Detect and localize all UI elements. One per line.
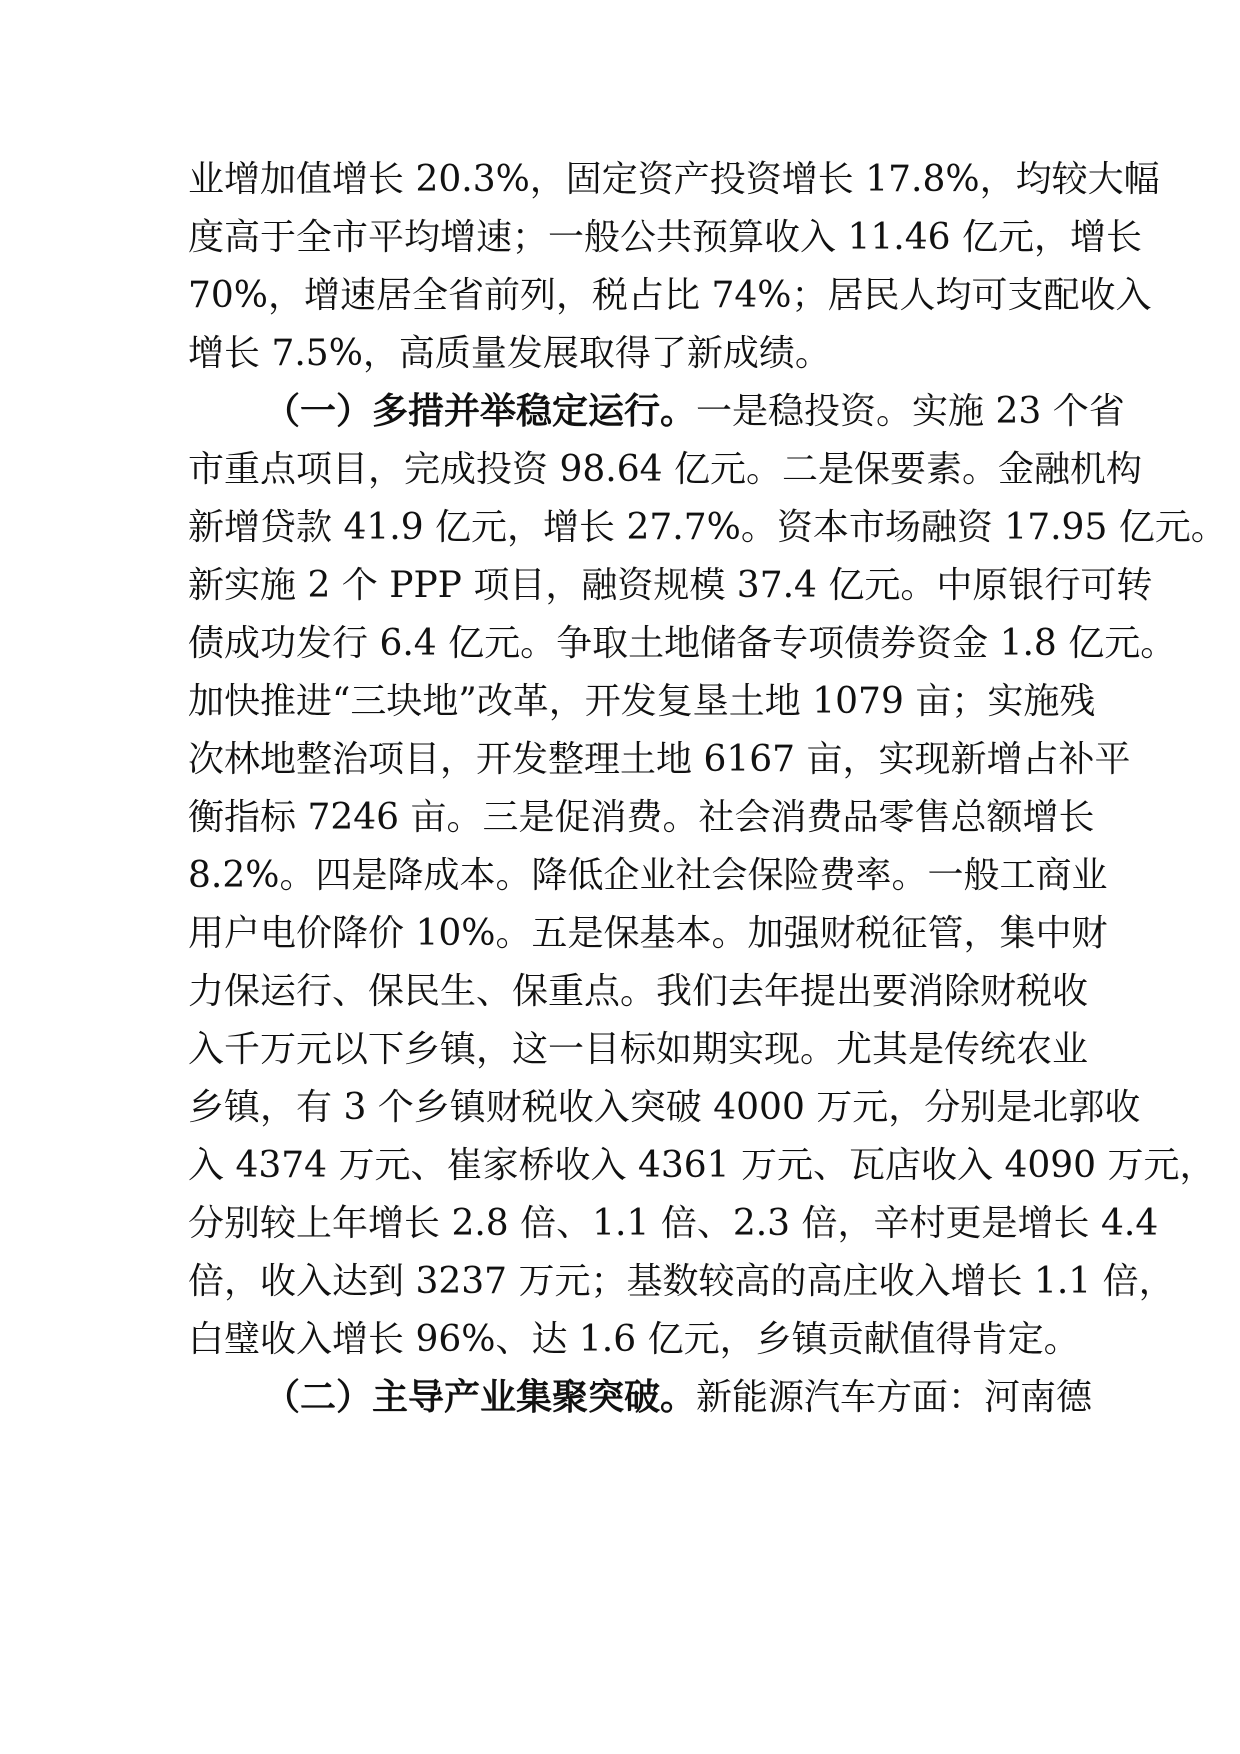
- section1-line-17: 白璧收入增长 96%、达 1.6 亿元，乡镇贡献值得肯定。: [188, 1319, 1080, 1360]
- intro-line-3: 70%，增速居全省前列，税占比 74%；居民人均可支配收入: [188, 275, 1152, 316]
- section1-line-10: 用户电价降价 10%。五是保基本。加强财税征管，集中财: [188, 913, 1108, 954]
- section1-line-8: 衡指标 7246 亩。三是促消费。社会消费品零售总额增长: [188, 797, 1095, 838]
- section1-first-line-text: 一是稳投资。实施 23 个省: [696, 391, 1125, 432]
- section1-line-7: 次林地整治项目，开发整理土地 6167 亩，实现新增占补平: [188, 739, 1131, 780]
- section1-line-12: 入千万元以下乡镇，这一目标如期实现。尤其是传统农业: [188, 1029, 1089, 1070]
- section1-line-13: 乡镇，有 3 个乡镇财税收入突破 4000 万元，分别是北郭收: [188, 1087, 1141, 1128]
- section1-line-2: 市重点项目，完成投资 98.64 亿元。二是保要素。金融机构: [188, 449, 1142, 490]
- section1-first-line: [264, 390, 1125, 434]
- section1-line-3: 新增贷款 41.9 亿元，增长 27.7%。资本市场融资 17.95 亿元。: [188, 507, 1227, 548]
- section1-line-14: 入 4374 万元、崔家桥收入 4361 万元、瓦店收入 4090 万元，: [188, 1145, 1216, 1186]
- section1-line-6: 加快推进“三块地”改革，开发复垦土地 1079 亩；实施残: [188, 681, 1096, 722]
- section2-first-line: [264, 1376, 1092, 1420]
- section1-line-9: 8.2%。四是降成本。降低企业社会保险费率。一般工商业: [188, 855, 1108, 896]
- section1-line-15: 分别较上年增长 2.8 倍、1.1 倍、2.3 倍，辛村更是增长 4.4: [188, 1203, 1159, 1244]
- section1-line-4: 新实施 2 个 PPP 项目，融资规模 37.4 亿元。中原银行可转: [188, 565, 1153, 606]
- intro-line-1: 业增加值增长 20.3%，固定资产投资增长 17.8%，均较大幅: [188, 159, 1160, 200]
- section1-line-11: 力保运行、保民生、保重点。我们去年提出要消除财税收: [188, 971, 1089, 1012]
- section1-line-5: 债成功发行 6.4 亿元。争取土地储备专项债券资金 1.8 亿元。: [188, 623, 1177, 664]
- section2-heading: （二）主导产业集聚突破。: [264, 1377, 697, 1418]
- section1-heading: （一）多措并举稳定运行。: [264, 391, 697, 432]
- intro-line-2: 度高于全市平均增速；一般公共预算收入 11.46 亿元，增长: [188, 217, 1142, 258]
- section2-first-line-text: 新能源汽车方面：河南德: [696, 1377, 1093, 1418]
- intro-line-4: 增长 7.5%，高质量发展取得了新成绩。: [188, 333, 831, 374]
- section1-line-16: 倍，收入达到 3237 万元；基数较高的高庄收入增长 1.1 倍，: [188, 1261, 1175, 1302]
